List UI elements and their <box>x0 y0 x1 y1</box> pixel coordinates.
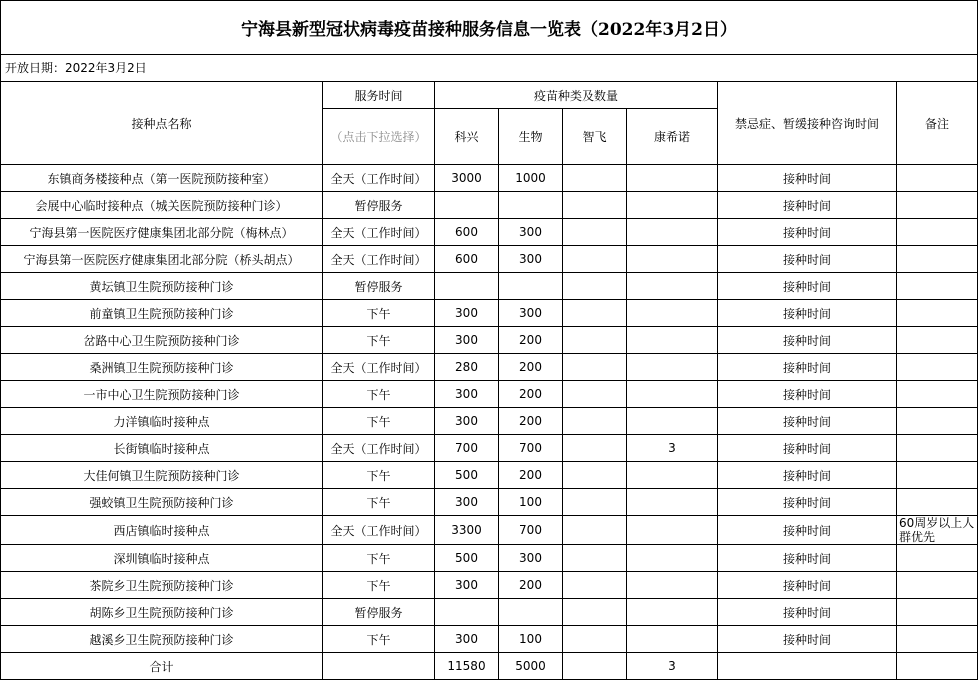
table-row <box>1 545 978 572</box>
site-name-cell[interactable]: 岔路中心卫生院预防接种门诊 <box>1 327 323 354</box>
shengwu-count-cell[interactable]: 200 <box>499 327 563 354</box>
service-time-dropdown-hint[interactable]: （点击下拉选择） <box>323 109 435 165</box>
zhifei-count-cell[interactable] <box>563 192 627 219</box>
total-kangxinuo[interactable]: 3 <box>627 653 718 680</box>
header-vaccine-kangxinuo: 康希诺 <box>627 109 718 165</box>
service-time-cell[interactable]: 下午 <box>323 300 435 327</box>
site-name-cell[interactable]: 一市中心卫生院预防接种门诊 <box>1 381 323 408</box>
kexing-count-cell[interactable]: 3300 <box>435 516 499 545</box>
site-name-cell[interactable]: 宁海县第一医院医疗健康集团北部分院（桥头胡点） <box>1 246 323 273</box>
service-time-cell[interactable]: 全天（工作时间） <box>323 219 435 246</box>
service-time-cell[interactable]: 暂停服务 <box>323 599 435 626</box>
table-row <box>1 489 978 516</box>
kangxinuo-count-cell[interactable] <box>627 462 718 489</box>
table-row <box>1 516 978 545</box>
kangxinuo-count-cell[interactable] <box>627 354 718 381</box>
remark-cell[interactable] <box>897 300 978 327</box>
site-name-cell[interactable]: 前童镇卫生院预防接种门诊 <box>1 300 323 327</box>
shengwu-count-cell[interactable]: 700 <box>499 435 563 462</box>
header-vaccine-group: 疫苗种类及数量 <box>435 82 718 109</box>
site-name-cell[interactable]: 宁海县第一医院医疗健康集团北部分院（梅林点） <box>1 219 323 246</box>
shengwu-count-cell[interactable]: 100 <box>499 626 563 653</box>
site-name-cell[interactable]: 强蛟镇卫生院预防接种门诊 <box>1 489 323 516</box>
table-row <box>1 354 978 381</box>
site-name-cell[interactable]: 深圳镇临时接种点 <box>1 545 323 572</box>
kexing-count-cell[interactable]: 300 <box>435 408 499 435</box>
zhifei-count-cell[interactable] <box>563 300 627 327</box>
zhifei-count-cell[interactable] <box>563 435 627 462</box>
consult-time-cell[interactable]: 接种时间 <box>718 516 897 545</box>
kexing-count-cell[interactable] <box>435 273 499 300</box>
service-time-cell[interactable]: 暂停服务 <box>323 273 435 300</box>
table-row <box>1 300 978 327</box>
zhifei-count-cell[interactable] <box>563 599 627 626</box>
shengwu-count-cell[interactable]: 300 <box>499 300 563 327</box>
consult-time-cell[interactable]: 接种时间 <box>718 354 897 381</box>
kexing-count-cell[interactable]: 700 <box>435 435 499 462</box>
kangxinuo-count-cell[interactable] <box>627 572 718 599</box>
shengwu-count-cell[interactable]: 700 <box>499 516 563 545</box>
consult-time-cell[interactable]: 接种时间 <box>718 381 897 408</box>
total-zhifei[interactable] <box>563 653 627 680</box>
remark-cell[interactable] <box>897 165 978 192</box>
service-time-cell[interactable]: 下午 <box>323 545 435 572</box>
consult-time-cell[interactable]: 接种时间 <box>718 246 897 273</box>
kangxinuo-count-cell[interactable] <box>627 599 718 626</box>
remark-cell[interactable] <box>897 408 978 435</box>
site-name-cell[interactable]: 长街镇临时接种点 <box>1 435 323 462</box>
page-title: 宁海县新型冠状病毒疫苗接种服务信息一览表（2022年3月2日） <box>0 0 978 55</box>
kangxinuo-count-cell[interactable] <box>627 273 718 300</box>
remark-cell[interactable] <box>897 572 978 599</box>
site-name-cell[interactable]: 越溪乡卫生院预防接种门诊 <box>1 626 323 653</box>
remark-cell[interactable] <box>897 435 978 462</box>
header-service-time: 服务时间 <box>323 82 435 109</box>
remark-cell[interactable] <box>897 246 978 273</box>
remark-cell[interactable] <box>897 192 978 219</box>
site-name-cell[interactable]: 桑洲镇卫生院预防接种门诊 <box>1 354 323 381</box>
shengwu-count-cell[interactable]: 200 <box>499 572 563 599</box>
table-row <box>1 599 978 626</box>
service-time-cell[interactable]: 全天（工作时间） <box>323 435 435 462</box>
shengwu-count-cell[interactable]: 300 <box>499 246 563 273</box>
remark-cell[interactable] <box>897 599 978 626</box>
service-time-cell[interactable]: 全天（工作时间） <box>323 165 435 192</box>
kangxinuo-count-cell[interactable] <box>627 192 718 219</box>
total-kexing[interactable]: 11580 <box>435 653 499 680</box>
remark-cell[interactable] <box>897 489 978 516</box>
service-time-cell[interactable]: 全天（工作时间） <box>323 354 435 381</box>
total-remark-cell[interactable] <box>897 653 978 680</box>
service-time-cell[interactable]: 下午 <box>323 462 435 489</box>
kexing-count-cell[interactable] <box>435 599 499 626</box>
table-row <box>1 626 978 653</box>
kexing-count-cell[interactable]: 300 <box>435 489 499 516</box>
kexing-count-cell[interactable]: 600 <box>435 246 499 273</box>
site-name-cell[interactable]: 大佳何镇卫生院预防接种门诊 <box>1 462 323 489</box>
consult-time-cell[interactable]: 接种时间 <box>718 626 897 653</box>
remark-cell[interactable] <box>897 381 978 408</box>
header-remark: 备注 <box>897 82 978 165</box>
kangxinuo-count-cell[interactable] <box>627 165 718 192</box>
zhifei-count-cell[interactable] <box>563 572 627 599</box>
shengwu-count-cell[interactable] <box>499 192 563 219</box>
header-vaccine-zhifei: 智飞 <box>563 109 627 165</box>
zhifei-count-cell[interactable] <box>563 354 627 381</box>
shengwu-count-cell[interactable]: 200 <box>499 354 563 381</box>
kangxinuo-count-cell[interactable] <box>627 516 718 545</box>
total-shengwu[interactable]: 5000 <box>499 653 563 680</box>
remark-cell[interactable] <box>897 626 978 653</box>
zhifei-count-cell[interactable] <box>563 516 627 545</box>
shengwu-count-cell[interactable]: 200 <box>499 381 563 408</box>
kangxinuo-count-cell[interactable] <box>627 327 718 354</box>
kexing-count-cell[interactable]: 500 <box>435 462 499 489</box>
kexing-count-cell[interactable]: 600 <box>435 219 499 246</box>
table-row <box>1 462 978 489</box>
site-name-cell[interactable]: 西店镇临时接种点 <box>1 516 323 545</box>
header-consult-time: 禁忌症、暂缓接种咨询时间 <box>718 82 897 165</box>
consult-time-cell[interactable]: 接种时间 <box>718 489 897 516</box>
shengwu-count-cell[interactable]: 300 <box>499 545 563 572</box>
table-row <box>1 219 978 246</box>
site-name-cell[interactable]: 胡陈乡卫生院预防接种门诊 <box>1 599 323 626</box>
zhifei-count-cell[interactable] <box>563 381 627 408</box>
service-time-cell[interactable]: 下午 <box>323 327 435 354</box>
kexing-count-cell[interactable]: 500 <box>435 545 499 572</box>
open-date-label: 开放日期：2022年3月2日 <box>0 55 978 81</box>
table-row <box>1 327 978 354</box>
zhifei-count-cell[interactable] <box>563 462 627 489</box>
service-time-cell[interactable]: 全天（工作时间） <box>323 246 435 273</box>
zhifei-count-cell[interactable] <box>563 327 627 354</box>
zhifei-count-cell[interactable] <box>563 165 627 192</box>
consult-time-cell[interactable]: 接种时间 <box>718 572 897 599</box>
service-time-cell[interactable]: 暂停服务 <box>323 192 435 219</box>
table-row <box>1 408 978 435</box>
kexing-count-cell[interactable]: 280 <box>435 354 499 381</box>
total-time-cell[interactable] <box>323 653 435 680</box>
table-body <box>1 165 978 653</box>
consult-time-cell[interactable]: 接种时间 <box>718 462 897 489</box>
table-row <box>1 273 978 300</box>
table-row <box>1 435 978 462</box>
shengwu-count-cell[interactable]: 1000 <box>499 165 563 192</box>
header-site: 接种点名称 <box>1 82 323 165</box>
remark-cell[interactable] <box>897 273 978 300</box>
service-time-cell[interactable]: 下午 <box>323 408 435 435</box>
site-name-cell[interactable]: 东镇商务楼接种点（第一医院预防接种室） <box>1 165 323 192</box>
consult-time-cell[interactable]: 接种时间 <box>718 408 897 435</box>
kexing-count-cell[interactable]: 300 <box>435 300 499 327</box>
header-vaccine-shengwu: 生物 <box>499 109 563 165</box>
table-row <box>1 192 978 219</box>
consult-time-cell[interactable]: 接种时间 <box>718 545 897 572</box>
site-name-cell[interactable]: 茶院乡卫生院预防接种门诊 <box>1 572 323 599</box>
consult-time-cell[interactable]: 接种时间 <box>718 219 897 246</box>
table-row <box>1 246 978 273</box>
zhifei-count-cell[interactable] <box>563 626 627 653</box>
remark-cell[interactable] <box>897 462 978 489</box>
site-name-cell[interactable]: 会展中心临时接种点（城关医院预防接种门诊） <box>1 192 323 219</box>
site-name-cell[interactable]: 黄坛镇卫生院预防接种门诊 <box>1 273 323 300</box>
zhifei-count-cell[interactable] <box>563 489 627 516</box>
table-row <box>1 165 978 192</box>
shengwu-count-cell[interactable]: 100 <box>499 489 563 516</box>
shengwu-count-cell[interactable] <box>499 273 563 300</box>
kexing-count-cell[interactable]: 300 <box>435 327 499 354</box>
service-time-cell[interactable]: 下午 <box>323 572 435 599</box>
kangxinuo-count-cell[interactable] <box>627 408 718 435</box>
service-time-cell[interactable]: 下午 <box>323 489 435 516</box>
service-time-cell[interactable]: 下午 <box>323 626 435 653</box>
zhifei-count-cell[interactable] <box>563 408 627 435</box>
table-row <box>1 381 978 408</box>
shengwu-count-cell[interactable]: 300 <box>499 219 563 246</box>
kangxinuo-count-cell[interactable] <box>627 489 718 516</box>
total-consult-cell[interactable] <box>718 653 897 680</box>
kangxinuo-count-cell[interactable] <box>627 545 718 572</box>
consult-time-cell[interactable]: 接种时间 <box>718 273 897 300</box>
zhifei-count-cell[interactable] <box>563 246 627 273</box>
kangxinuo-count-cell[interactable] <box>627 300 718 327</box>
kangxinuo-count-cell[interactable] <box>627 381 718 408</box>
kexing-count-cell[interactable] <box>435 192 499 219</box>
shengwu-count-cell[interactable] <box>499 599 563 626</box>
consult-time-cell[interactable]: 接种时间 <box>718 192 897 219</box>
shengwu-count-cell[interactable]: 200 <box>499 408 563 435</box>
kangxinuo-count-cell[interactable] <box>627 626 718 653</box>
kexing-count-cell[interactable]: 300 <box>435 626 499 653</box>
consult-time-cell[interactable]: 接种时间 <box>718 300 897 327</box>
consult-time-cell[interactable]: 接种时间 <box>718 435 897 462</box>
zhifei-count-cell[interactable] <box>563 273 627 300</box>
zhifei-count-cell[interactable] <box>563 219 627 246</box>
kangxinuo-count-cell[interactable] <box>627 219 718 246</box>
total-row <box>1 653 978 680</box>
kangxinuo-count-cell[interactable]: 3 <box>627 435 718 462</box>
kexing-count-cell[interactable]: 300 <box>435 381 499 408</box>
remark-cell[interactable]: 60周岁以上人群优先 <box>897 516 978 545</box>
service-time-cell[interactable]: 下午 <box>323 381 435 408</box>
service-time-cell[interactable]: 全天（工作时间） <box>323 516 435 545</box>
site-name-cell[interactable]: 力洋镇临时接种点 <box>1 408 323 435</box>
vaccination-table <box>0 81 978 680</box>
zhifei-count-cell[interactable] <box>563 545 627 572</box>
shengwu-count-cell[interactable]: 200 <box>499 462 563 489</box>
remark-cell[interactable] <box>897 219 978 246</box>
consult-time-cell[interactable]: 接种时间 <box>718 327 897 354</box>
remark-cell[interactable] <box>897 354 978 381</box>
header-vaccine-kexing: 科兴 <box>435 109 499 165</box>
kexing-count-cell[interactable]: 300 <box>435 572 499 599</box>
table-row <box>1 572 978 599</box>
kexing-count-cell[interactable]: 3000 <box>435 165 499 192</box>
remark-cell[interactable] <box>897 327 978 354</box>
remark-cell[interactable] <box>897 545 978 572</box>
kangxinuo-count-cell[interactable] <box>627 246 718 273</box>
total-label[interactable]: 合计 <box>1 653 323 680</box>
consult-time-cell[interactable]: 接种时间 <box>718 165 897 192</box>
consult-time-cell[interactable]: 接种时间 <box>718 599 897 626</box>
